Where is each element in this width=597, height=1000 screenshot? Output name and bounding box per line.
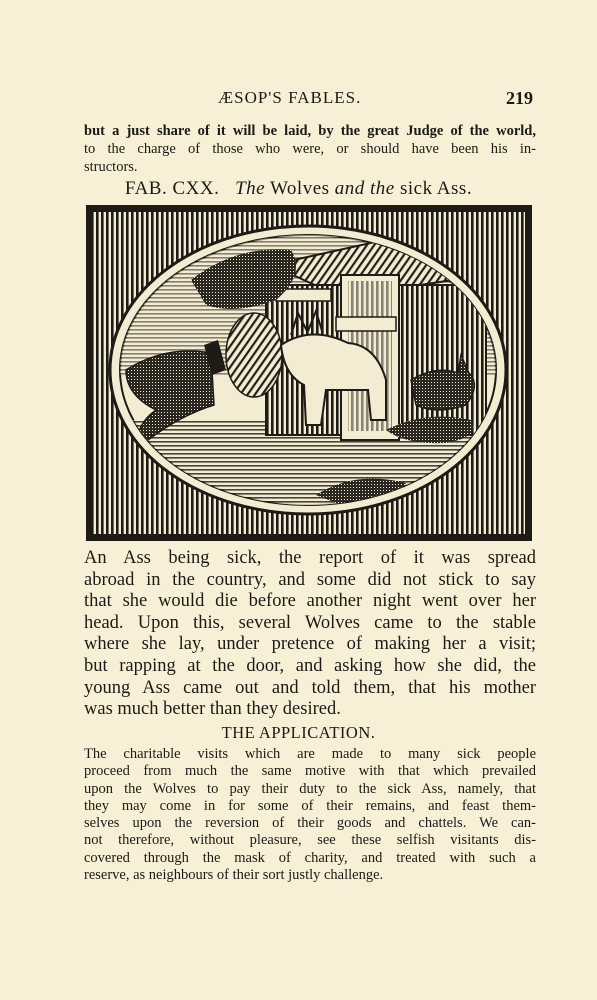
- running-title: ÆSOP'S FABLES.: [218, 88, 362, 107]
- text-line: An Ass being sick, the report of it was spread: [84, 548, 536, 568]
- text-line: young Ass came out and told them, that his mother: [84, 677, 536, 698]
- text-line: was much better than they desired.: [84, 699, 341, 720]
- text-line: to the charge of those who were, or should have been his in-: [84, 141, 536, 157]
- title-word: and: [334, 178, 365, 199]
- title-word: The: [235, 178, 266, 199]
- text-line: abroad in the country, and some did not stick to say: [84, 569, 536, 590]
- text-line: reserve, as neighbours of their sort justly challenge.: [84, 867, 384, 884]
- text-line: selves upon the reversion of their goods and chattels. We can-: [84, 815, 536, 832]
- title-word: sick Ass.: [400, 178, 473, 199]
- text-line: that she would die before another night went over her: [84, 591, 536, 612]
- text-line: upon the Wolves to pay their duty to the sick Ass, namely, that: [84, 780, 536, 797]
- text-line: they may come in for some of their remains, and feast them-: [84, 797, 536, 814]
- text-line: but rapping at the door, and asking how she did, the: [84, 655, 536, 676]
- fable-title: [0, 178, 597, 200]
- application-heading: THE APPLICATION.: [221, 723, 376, 742]
- page-number: 219: [506, 88, 533, 108]
- text-line: The charitable visits which are made to many sick people: [84, 746, 536, 762]
- application-paragraph: [84, 746, 536, 884]
- title-word: the: [370, 178, 395, 199]
- text-line: head. Upon this, several Wolves came to the stable: [84, 612, 536, 633]
- text-line: structors.: [84, 159, 138, 175]
- woodcut-illustration: [86, 205, 532, 541]
- fable-number: FAB. CXX.: [124, 178, 220, 199]
- text-line: not therefore, without pleasure, see these selfish visitants dis-: [84, 832, 536, 849]
- running-head: [0, 88, 597, 110]
- title-word: Wolves: [270, 178, 330, 199]
- text-line: but a just share of it will be laid, by the great Judge of the world,: [84, 123, 536, 139]
- carryover-paragraph: [84, 122, 536, 176]
- text-line: where she lay, under pretence of making her a visit;: [84, 634, 536, 655]
- text-line: covered through the mask of charity, and treated with such a: [84, 849, 536, 866]
- fable-story: [84, 548, 536, 721]
- text-line: proceed from much the same motive with that which prevailed: [84, 763, 536, 780]
